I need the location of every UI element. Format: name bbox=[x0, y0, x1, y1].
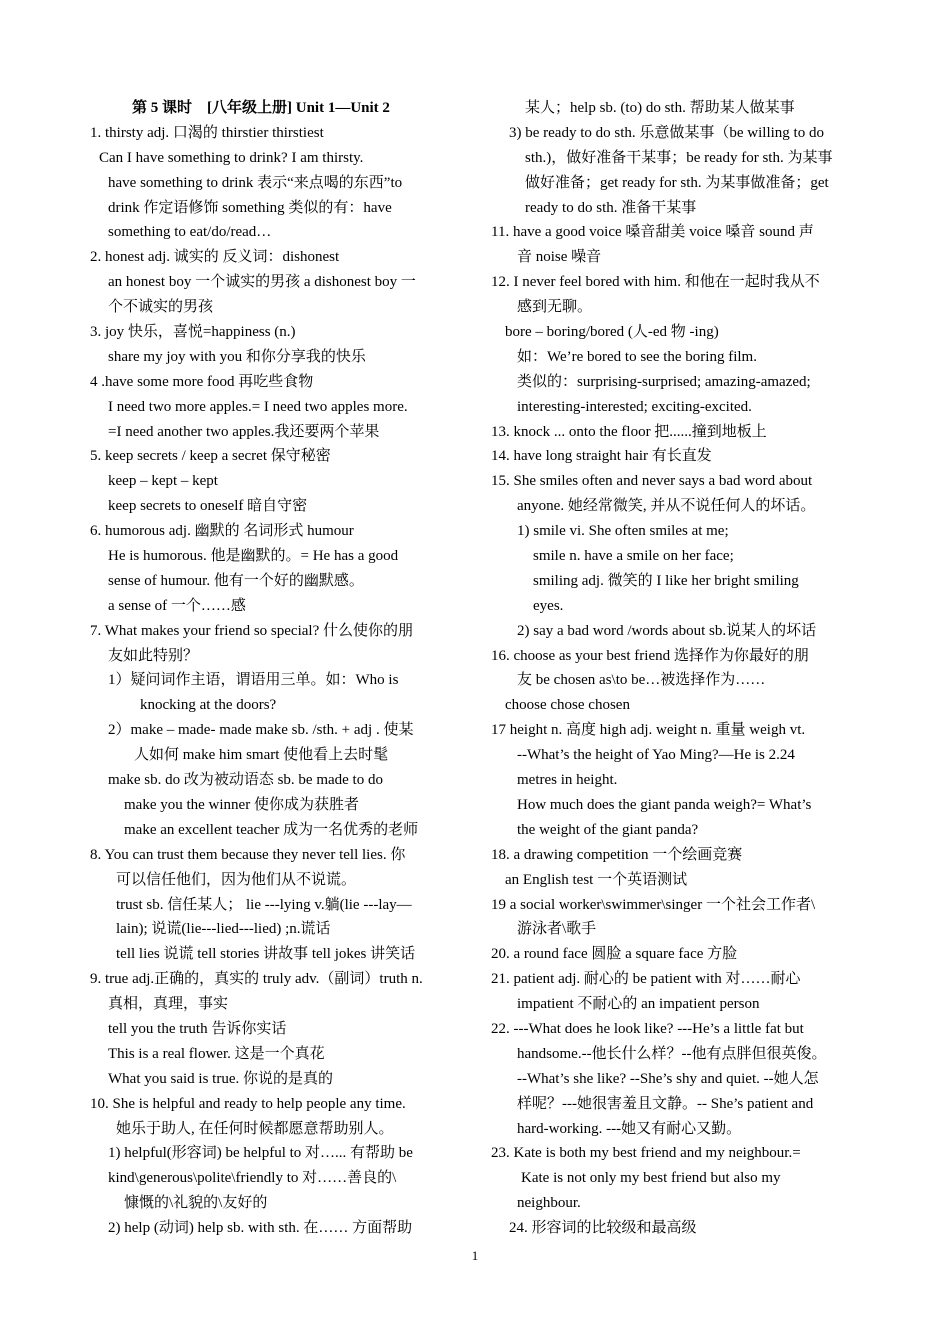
text-line: 个不诚实的男孩 bbox=[108, 299, 214, 316]
text-line: 12. I never feel bored with him. 和他在一起时我从不 bbox=[491, 274, 820, 291]
text-line: 24. 形容词的比较级和最高级 bbox=[509, 1220, 697, 1237]
text-line: 11. have a good voice 嗓音甜美 voice 嗓音 sound 声 bbox=[491, 224, 814, 241]
text-line: 9. true adj.正确的，真实的 truly adv.（副词）truth n. bbox=[90, 971, 423, 988]
text-line: 14. have long straight hair 有长直发 bbox=[491, 448, 712, 465]
right-column bbox=[491, 96, 860, 1241]
text-line: lain); 说谎(lie---lied---lied) ;n.谎话 bbox=[116, 921, 331, 938]
text-line: 1) smile vi. She often smiles at me; bbox=[517, 523, 729, 540]
text-line: tell lies 说谎 tell stories 讲故事 tell jokes 讲笑话 bbox=[116, 946, 416, 963]
text-line: 15. She smiles often and never says a bad word about bbox=[491, 473, 813, 490]
text-line: keep secrets to oneself 暗自守密 bbox=[108, 498, 308, 515]
text-line: 她乐于助人, 在任何时候都愿意帮助别人。 bbox=[116, 1120, 394, 1137]
text-line: 游泳者\歌手 bbox=[517, 921, 597, 938]
text-line: 2) help (动词) help sb. with sth. 在…… 方面帮助 bbox=[108, 1220, 413, 1237]
text-line: He is humorous. 他是幽默的。= He has a good bbox=[108, 548, 399, 565]
text-line: 1) helpful(形容词) be helpful to 对…... 有帮助 be bbox=[108, 1145, 413, 1162]
text-line: 如：We’re bored to see the boring film. bbox=[517, 348, 757, 365]
text-line: hard-working. ---她又有耐心又勤。 bbox=[517, 1120, 742, 1137]
text-line: make sb. do 改为被动语态 sb. be made to do bbox=[108, 772, 383, 789]
text-line: 慷慨的\礼貌的\友好的 bbox=[124, 1195, 268, 1212]
text-line: an English test 一个英语测试 bbox=[505, 871, 688, 888]
text-line: 6. humorous adj. 幽默的 名词形式 humour bbox=[90, 523, 354, 540]
text-line: 16. choose as your best friend 选择作为你最好的朋 bbox=[491, 647, 809, 664]
text-line: a sense of 一个……感 bbox=[108, 597, 246, 614]
text-line: 类似的：surprising-surprised; amazing-amazed; bbox=[517, 373, 811, 390]
text-line: 人如何 make him smart 使他看上去时髦 bbox=[134, 747, 389, 764]
text-line: 20. a round face 圆脸 a square face 方脸 bbox=[491, 946, 738, 963]
page-number: 1 bbox=[471, 1248, 479, 1263]
text-line: an honest boy 一个诚实的男孩 a dishonest boy 一 bbox=[108, 274, 416, 291]
text-line: 感到无聊。 bbox=[517, 299, 593, 316]
text-line: 10. She is helpful and ready to help people any time. bbox=[90, 1095, 406, 1112]
text-line: What you said is true. 你说的是真的 bbox=[108, 1070, 333, 1087]
text-line: interesting-interested; exciting-excited. bbox=[517, 398, 752, 415]
text-line: make you the winner 使你成为获胜者 bbox=[124, 796, 359, 813]
text-line: 可以信任他们，因为他们从不说谎。 bbox=[116, 871, 357, 888]
text-line: have something to drink 表示“来点喝的东西”to bbox=[108, 174, 403, 191]
left-column bbox=[90, 96, 459, 1241]
text-line: 5. keep secrets / keep a secret 保守秘密 bbox=[90, 448, 331, 465]
text-line: smile n. have a smile on her face; bbox=[533, 548, 734, 565]
text-line: 某人；help sb. (to) do sth. 帮助某人做某事 bbox=[525, 100, 795, 116]
text-line: 1. thirsty adj. 口渴的 thirstier thirstiest bbox=[90, 124, 324, 141]
text-line: This is a real flower. 这是一个真花 bbox=[108, 1045, 325, 1062]
text-line: 2) say a bad word /words about sb.说某人的坏话 bbox=[517, 622, 817, 639]
text-line: 13. knock ... onto the floor 把......撞到地板上 bbox=[491, 423, 767, 440]
text-line: I need two more apples.= I need two apples more. bbox=[108, 398, 408, 415]
text-line: 友 be chosen as\to be…被选择作为…… bbox=[517, 672, 766, 689]
text-line: sth.)，做好准备干某事；be ready for sth. 为某事 bbox=[525, 149, 833, 166]
text-line: Kate is not only my best friend but also my bbox=[521, 1170, 781, 1187]
text-line: 真相，真理，事实 bbox=[108, 996, 229, 1013]
text-line: make an excellent teacher 成为一名优秀的老师 bbox=[124, 821, 419, 838]
text-line: 7. What makes your friend so special? 什么使你的朋 bbox=[90, 622, 413, 639]
text-line: anyone. 她经常微笑, 并从不说任何人的坏话。 bbox=[517, 498, 816, 515]
text-line: 23. Kate is both my best friend and my neighbour.= bbox=[491, 1145, 801, 1162]
text-line: 2. honest adj. 诚实的 反义词：dishonest bbox=[90, 249, 340, 266]
text-line: kind\generous\polite\friendly to 对……善良的\ bbox=[108, 1170, 397, 1187]
text-line: knocking at the doors? bbox=[140, 697, 277, 714]
text-line: 2）make – made- made make sb. /sth. + adj . 使某 bbox=[108, 722, 414, 739]
text-line: eyes. bbox=[533, 597, 564, 614]
text-line: 1）疑问词作主语，谓语用三单。如：Who is bbox=[108, 672, 399, 689]
text-line: something to eat/do/read… bbox=[108, 224, 272, 241]
text-line: How much does the giant panda weigh?= What’s bbox=[517, 796, 812, 813]
text-line: 8. You can trust them because they never tell lies. 你 bbox=[90, 846, 406, 863]
text-line: 4 .have some more food 再吃些食物 bbox=[90, 373, 314, 390]
text-line: =I need another two apples.我还要两个苹果 bbox=[108, 423, 380, 440]
text-line: smiling adj. 微笑的 I like her bright smiling bbox=[533, 572, 799, 589]
text-line: handsome.--他长什么样？--他有点胖但很英俊。 bbox=[517, 1045, 827, 1062]
text-line: impatient 不耐心的 an impatient person bbox=[517, 996, 760, 1013]
text-line: 18. a drawing competition 一个绘画竞赛 bbox=[491, 846, 743, 863]
text-line: share my joy with you 和你分享我的快乐 bbox=[108, 348, 366, 365]
page-title: 第 5 课时 [八年级上册] Unit 1—Unit 2 bbox=[132, 100, 390, 116]
text-line: choose chose chosen bbox=[505, 697, 630, 714]
text-line: --What’s the height of Yao Ming?—He is 2.24 bbox=[517, 747, 795, 764]
text-line: trust sb. 信任某人； lie ---lying v.躺(lie ---lay— bbox=[116, 896, 412, 913]
text-line: 17 height n. 高度 high adj. weight n. 重量 weigh vt. bbox=[491, 722, 806, 739]
text-line: 友如此特别？ bbox=[108, 647, 199, 664]
text-line: metres in height. bbox=[517, 772, 618, 789]
text-line: 样呢？---她很害羞且文静。-- She’s patient and bbox=[517, 1095, 814, 1112]
text-line: neighbour. bbox=[517, 1195, 581, 1212]
text-line: tell you the truth 告诉你实话 bbox=[108, 1020, 287, 1037]
text-line: 22. ---What does he look like? ---He’s a little fat but bbox=[491, 1020, 804, 1037]
text-line: sense of humour. 他有一个好的幽默感。 bbox=[108, 572, 364, 589]
text-line: drink 作定语修饰 something 类似的有：have bbox=[108, 199, 392, 216]
text-line: 3) be ready to do sth. 乐意做某事（be willing to do bbox=[509, 124, 824, 141]
text-line: bore – boring/bored (人-ed 物 -ing) bbox=[505, 324, 719, 341]
text-line: 做好准备；get ready for sth. 为某事做准备；get bbox=[525, 174, 829, 191]
text-line: --What’s she like? --She’s shy and quiet. --她人怎 bbox=[517, 1070, 819, 1087]
text-line: ready to do sth. 准备干某事 bbox=[525, 199, 697, 216]
text-line: Can I have something to drink? I am thirsty. bbox=[99, 149, 364, 166]
text-line: 21. patient adj. 耐心的 be patient with 对……耐心 bbox=[491, 971, 801, 988]
text-line: 音 noise 噪音 bbox=[517, 249, 602, 266]
text-line: 3. joy 快乐，喜悦=happiness (n.) bbox=[90, 324, 296, 341]
text-line: the weight of the giant panda? bbox=[517, 821, 699, 838]
text-line: keep – kept – kept bbox=[108, 473, 218, 490]
text-line: 19 a social worker\swimmer\singer 一个社会工作者\ bbox=[491, 896, 816, 913]
